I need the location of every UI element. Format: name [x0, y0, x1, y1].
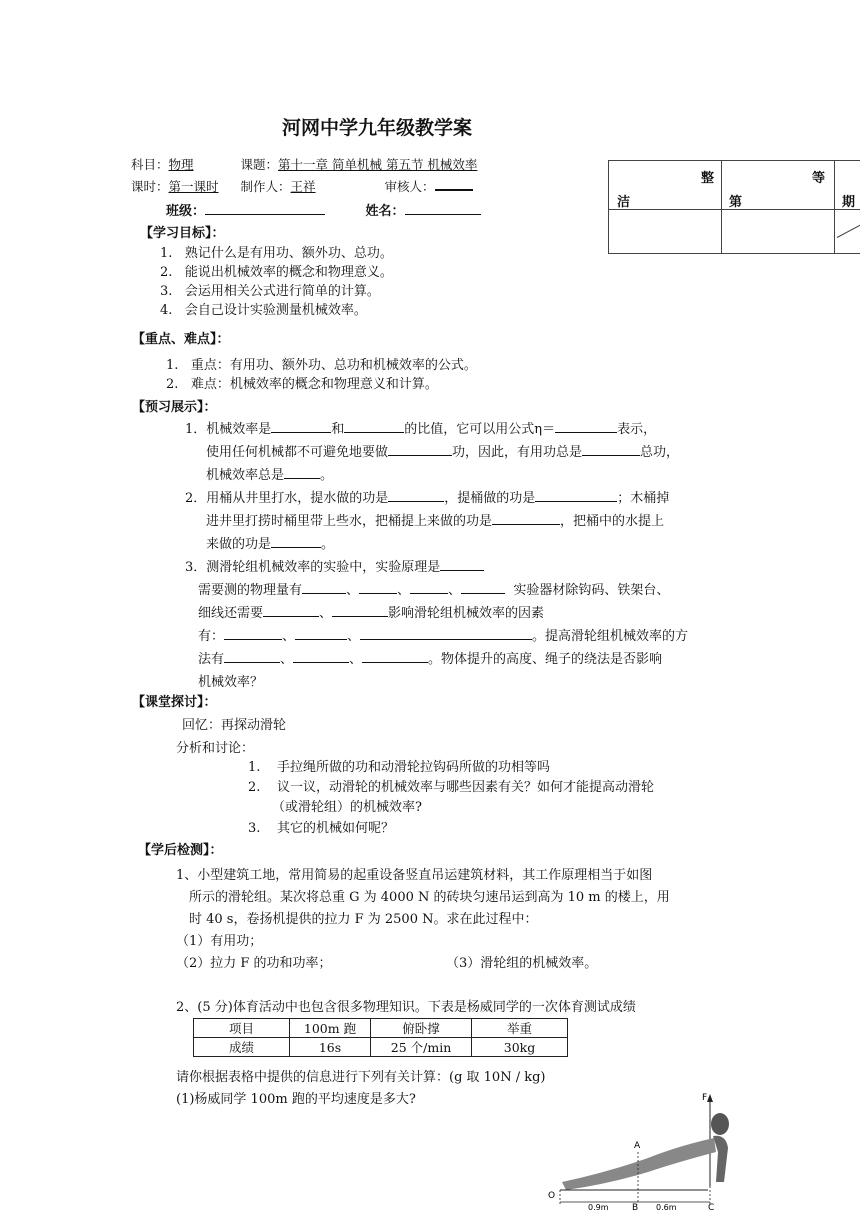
table-cell: 举重	[472, 1019, 568, 1038]
label-distance-1: 0.9m	[588, 1203, 609, 1212]
problem2-question1: (1)杨威同学 100m 跑的平均速度是多大?	[176, 1092, 416, 1107]
table-cell: 16s	[290, 1038, 371, 1057]
page-title: 河网中学九年级教学案	[282, 117, 473, 139]
table-cell: 项目	[194, 1019, 290, 1038]
author-value: 王祥	[290, 179, 316, 194]
objective-3: 3. 会运用相关公式进行简单的计算。	[160, 284, 380, 299]
preview-q2-line2: 进井里打捞时桶里带上些水，把桶提上来做的功是 ，把桶中的水提上	[206, 514, 665, 529]
reviewer-label: 审核人：	[384, 179, 435, 194]
discussion-2: 2. 议一议，动滑轮的机械效率与哪些因素有关？如何才能提高动滑轮	[248, 780, 654, 795]
meta-line-1	[131, 155, 477, 173]
problem1-line2: 所示的滑轮组。某次将总重 G 为 4000 N 的砖块匀速吊运到高为 10 m 的楼上，用	[189, 890, 670, 905]
table-row	[194, 1038, 568, 1057]
grade-char-2: 等	[812, 171, 826, 186]
preview-heading: 【预习展示】：	[132, 400, 217, 415]
preview-q1-line3: 机械效率总是 。	[206, 468, 334, 483]
label-A: A	[634, 1141, 641, 1151]
key-item-2: 2. 难点：机械效率的概念和物理意义和计算。	[166, 377, 438, 392]
subject-label: 科目：	[131, 157, 169, 172]
label-B: B	[632, 1203, 639, 1212]
preview-q3-line4: 有： 、 、 。提高滑轮组机械效率的方	[198, 629, 689, 644]
preview-q3-line3: 细线还需要 、 影响滑轮组机械效率的因素	[198, 606, 545, 621]
grade-char-4: 第	[729, 195, 743, 210]
class-heading: 【课堂探讨】：	[132, 695, 217, 710]
grade-char-5: 期	[842, 195, 856, 210]
author-label: 制作人：	[240, 179, 291, 194]
label-C: C	[708, 1203, 715, 1212]
key-heading: 【重点、难点】：	[132, 332, 230, 347]
preview-q3-line2: 需要测的物理量有 、 、 、 实验器材除钩码、铁架台、	[198, 583, 670, 598]
problem1-line1: 1、小型建筑工地，常用简易的起重设备竖直吊运建筑材料，其工作原理相当于如图	[176, 868, 653, 883]
table-cell: 俯卧撑	[371, 1019, 472, 1038]
problem2-intro: 2、(5 分)体育活动中也包含很多物理知识。下表是杨威同学的一次体育测试成绩	[176, 1000, 636, 1015]
subject-value: 物理	[168, 157, 194, 172]
meta-line-3	[166, 200, 481, 219]
name-label: 姓名：	[365, 204, 405, 219]
label-distance-2: 0.6m	[656, 1203, 677, 1212]
preview-q3-line6: 机械效率？	[198, 675, 264, 690]
problem1-q3: （3）滑轮组的机械效率。	[446, 956, 598, 971]
period-value: 第一课时	[168, 179, 219, 194]
table-row	[194, 1019, 568, 1038]
key-item-1: 1. 重点：有用功、额外功、总功和机械效率的公式。	[166, 358, 477, 373]
analysis-text: 分析和讨论：	[176, 741, 255, 756]
class-label: 班级：	[166, 204, 206, 219]
period-label: 课时：	[131, 179, 169, 194]
pushup-figure	[548, 1086, 748, 1212]
grading-box	[608, 160, 860, 254]
name-blank	[405, 202, 481, 215]
topic-value: 第十一章 简单机械 第五节 机械效率	[278, 157, 478, 172]
discussion-1: 1. 手拉绳所做的功和动滑轮拉钩码所做的功相等吗	[248, 760, 550, 775]
preview-q1-line2: 使用任何机械都不可避免地要做 功，因此，有用功总是 总功，	[206, 445, 680, 460]
table-cell: 成绩	[194, 1038, 290, 1057]
grade-char-3: 洁	[617, 195, 631, 210]
test-heading: 【学后检测】：	[138, 843, 223, 858]
table-cell: 30kg	[472, 1038, 568, 1057]
objective-2: 2. 能说出机械效率的概念和物理意义。	[160, 265, 393, 280]
grade-char-1: 整	[701, 171, 715, 186]
preview-q2-line1: 2．用桶从井里打水，提水做的功是 ，提桶做的功是 ；木桶掉	[185, 491, 670, 506]
problem1-q2: （2）拉力 F 的功和功率；	[176, 956, 332, 971]
label-F: F	[702, 1093, 708, 1103]
class-blank	[205, 202, 325, 215]
preview-q1-line1: 1．机械效率是 和 的比值，它可以用公式η＝ 表示，	[185, 422, 657, 437]
discussion-3: 3. 其它的机械如何呢？	[248, 821, 394, 836]
topic-label: 课题：	[240, 157, 279, 172]
problem1-line3: 时 40 s，卷扬机提供的拉力 F 为 2500 N。求在此过程中：	[189, 912, 538, 927]
preview-q3-line1: 3．测滑轮组机械效率的实验中，实验原理是	[185, 556, 484, 575]
objective-4: 4. 会自己设计实验测量机械效率。	[160, 303, 367, 318]
objectives-heading: 【学习目标】：	[140, 226, 225, 241]
table-cell: 25 个/min	[371, 1038, 472, 1057]
reviewer-blank	[435, 177, 473, 191]
score-table	[193, 1018, 568, 1057]
problem1-q1: （1）有用功；	[176, 934, 263, 949]
recall-text: 回忆：再探动滑轮	[182, 718, 287, 733]
meta-line-2	[131, 177, 473, 195]
table-cell: 100m 跑	[290, 1019, 371, 1038]
problem2-instruction: 请你根据表格中提供的信息进行下列有关计算：(g 取 10N / kg)	[176, 1070, 546, 1085]
preview-q2-line3: 来做的功是 。	[206, 537, 335, 552]
objective-1: 1. 熟记什么是有用功、额外功、总功。	[160, 246, 393, 261]
preview-q3-line5: 法有 、 、 。物体提升的高度、绳子的绕法是否影响	[198, 652, 663, 667]
label-O: O	[548, 1191, 556, 1201]
discussion-2-cont: （或滑轮组）的机械效率?	[272, 800, 422, 815]
